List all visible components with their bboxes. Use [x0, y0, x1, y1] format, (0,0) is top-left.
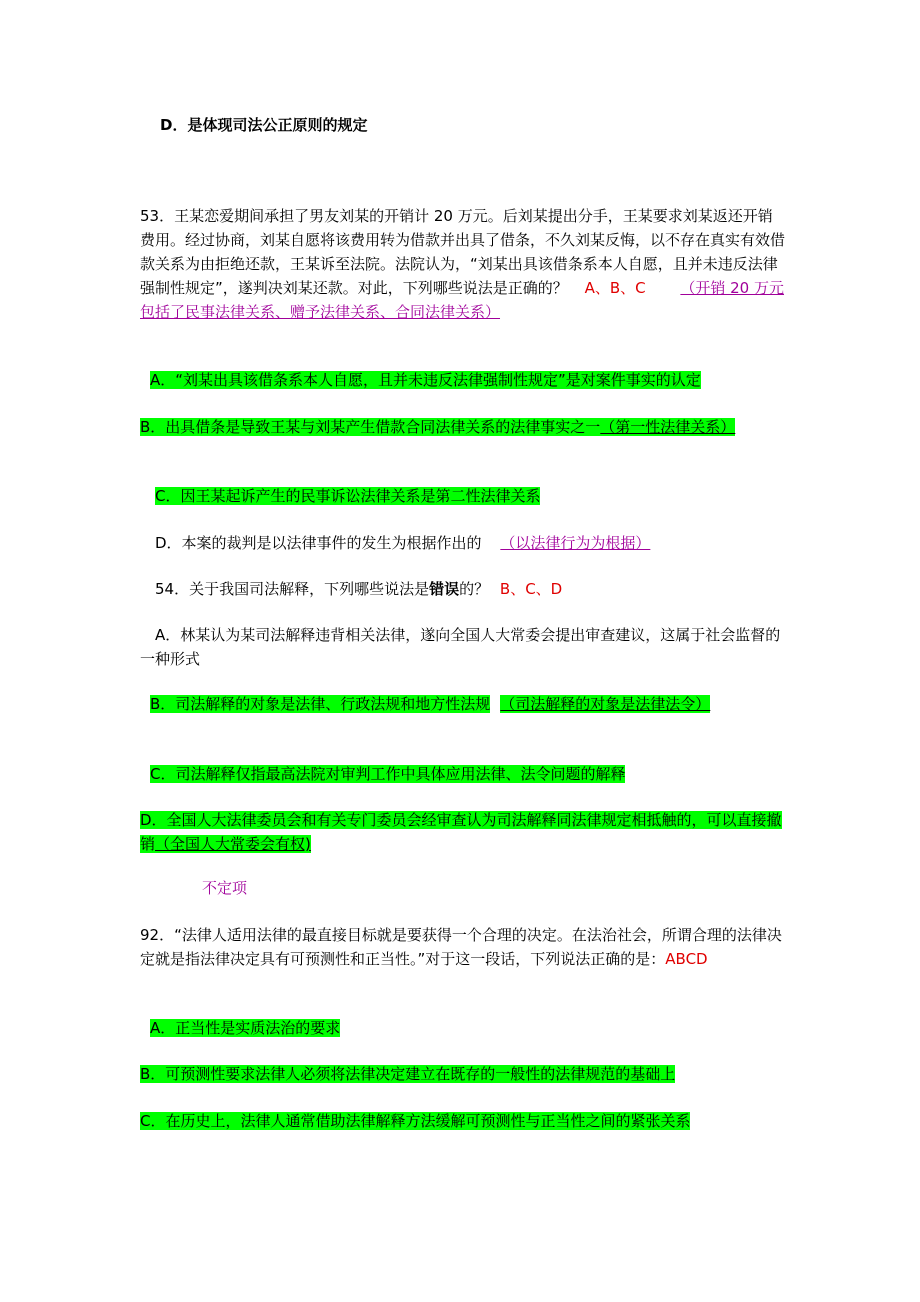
question-53-option-a: A．“刘某出具该借条系本人自愿，且并未违反法律强制性规定”是对案件事实的认定 [150, 371, 701, 389]
question-92-answer: ABCD [665, 950, 708, 968]
question-53-option-b: B．出具借条是导致王某与刘某产生借款合同法律关系的法律事实之一（第一性法律关系） [140, 418, 736, 436]
question-54-option-b: B．司法解释的对象是法律、行政法规和地方性法规 （司法解释的对象是法律法令） [150, 695, 711, 713]
question-54-option-d: D．全国人大法律委员会和有关专门委员会经审查认为司法解释同法律规定相抵触的，可以直接撤销（全国人大常委会有权) [140, 811, 782, 853]
question-53 [140, 204, 785, 324]
question-53-note: （开销 20 万元 包括了民事法律关系、赠予法律关系、合同法律关系） [140, 279, 784, 321]
question-54: 54．关于我国司法解释，下列哪些说法是错误的？ B、C、D [155, 580, 563, 598]
question-54-option-c: C．司法解释仅指最高法院对审判工作中具体应用法律、法令问题的解释 [150, 765, 626, 783]
question-53-answer: A、B、C [584, 279, 646, 297]
question-53-option-d: D．本案的裁判是以法律事件的发生为根据作出的 （以法律行为为根据） [155, 534, 651, 552]
question-54-option-a: A．林某认为某司法解释违背相关法律，遂向全国人大常委会提出审查建议，这属于社会监督的一种形式 [140, 626, 781, 668]
option-d-previous: D．是体现司法公正原则的规定 [160, 116, 368, 134]
question-53-option-c: C．因王某起诉产生的民事诉讼法律关系是第二性法律关系 [155, 487, 541, 505]
question-92-option-c: C．在历史上，法律人通常借助法律解释方法缓解可预测性与正当性之间的紧张关系 [140, 1112, 691, 1130]
section-label: 不定项 [202, 879, 248, 897]
question-54-answer: B、C、D [499, 580, 563, 598]
question-92-option-b: B．可预测性要求法律人必须将法律决定建立在既存的一般性的法律规范的基础上 [140, 1065, 676, 1083]
question-53-text: 53．王某恋爱期间承担了男友刘某的开销计 20 万元。后刘某提出分手，王某要求刘某返还开销费用。经过协商，刘某自愿将该费用转为借款并出具了借条，不久刘某反悔，以不存在真实有效借款关系为由拒绝还款，王某诉至法院。法院认为，“刘某出具该借条系本人自愿，且并未违反法律强制性规定”，遂判决刘某还款。对此，下列哪些说法是正确的？ [140, 207, 786, 297]
question-92-option-a: A．正当性是实质法治的要求 [150, 1019, 341, 1037]
question-92: 92．“法律人适用法律的最直接目标就是要获得一个合理的决定。在法治社会，所谓合理的法律决定就是指法律决定具有可预测性和正当性。”对于这一段话，下列说法正确的是：ABCD [140, 926, 782, 968]
